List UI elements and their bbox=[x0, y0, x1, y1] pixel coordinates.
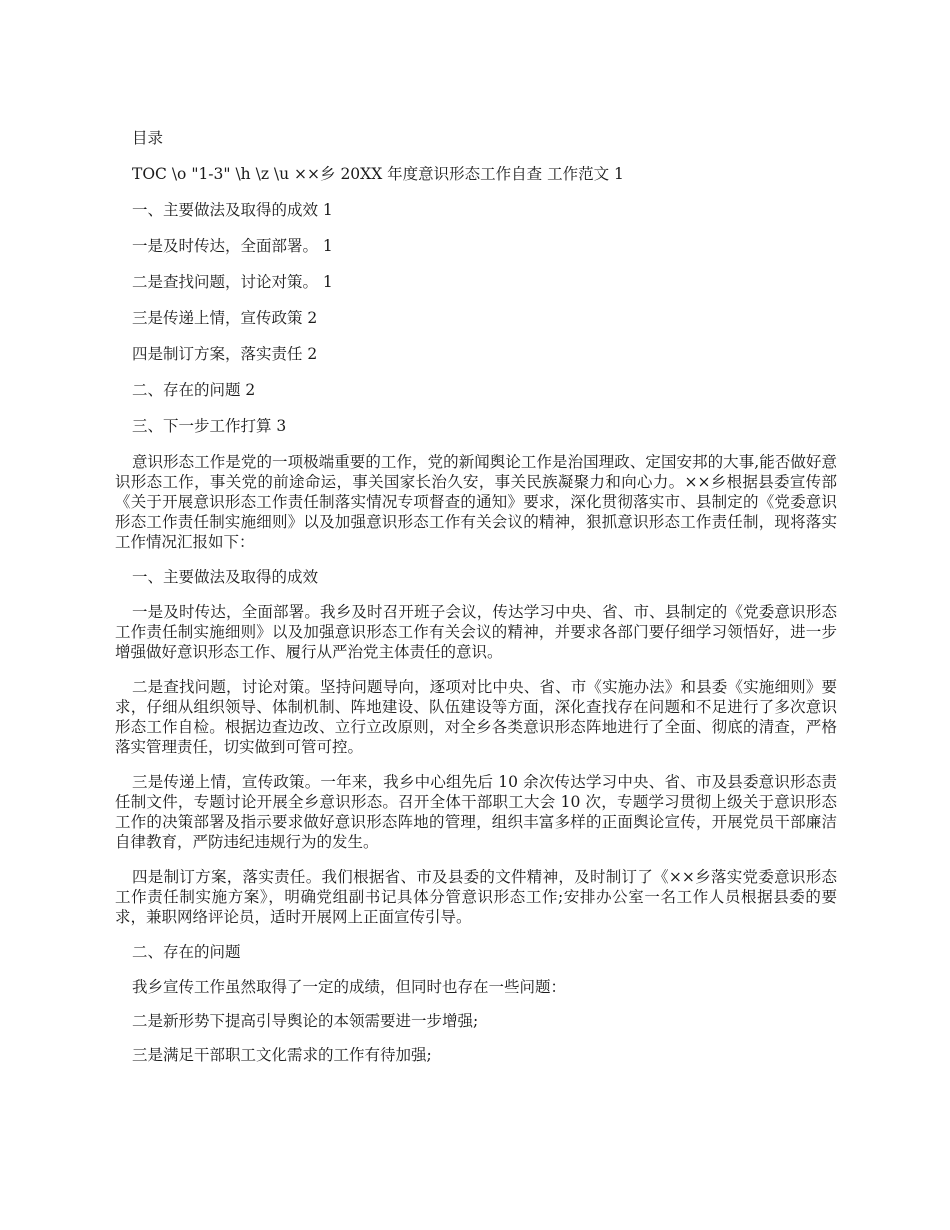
toc-item: TOC \o "1-3" \h \z \u ××乡 20XX 年度意识形态工作自查 工作范文 1 bbox=[132, 165, 624, 183]
body-paragraph: 二是查找问题，讨论对策。坚持问题导向，逐项对比中央、省、市《实施办法》和县委《实施细则》要求，仔细从组织领导、体制机制、阵地建设、队伍建设等方面，深化查找存在问题和不足进行了多次意识形态工作自检。根据边查边改、立行立改原则，对全乡各类意识形态阵地进行了全面、彻底的清查，严格落实管理责任，切实做到可管可控。 bbox=[115, 678, 837, 756]
body-paragraph: 三是传递上情，宣传政策。一年来，我乡中心组先后 10 余次传达学习中央、省、市及县委意识形态责任制文件，专题讨论开展全乡意识形态。召开全体干部职工大会 10 次，专题学习贯彻上级关于意识形态工作的决策部署及指示要求做好意识形态阵地的管理，组织丰富多样的正面舆论宣传，开展党员干部廉洁自律教育，严防违纪违规行为的发生。 bbox=[115, 773, 837, 851]
toc-item: 二、存在的问题 2 bbox=[132, 381, 256, 399]
intro-paragraph: 意识形态工作是党的一项极端重要的工作，党的新闻舆论工作是治国理政、定国安邦的大事,能否做好意识形态工作，事关党的前途命运，事关国家长治久安，事关民族凝聚力和向心力。××乡根据县委宣传部《关于开展意识形态工作责任制落实情况专项督查的通知》要求，深化贯彻落实市、县制定的《党委意识形态工作责任制实施细则》以及加强意识形态工作有关会议的精神，狠抓意识形态工作责任制，现将落实工作情况汇报如下： bbox=[115, 453, 837, 551]
toc-item: 三是传递上情，宣传政策 2 bbox=[132, 309, 318, 327]
toc-item: 四是制订方案，落实责任 2 bbox=[132, 345, 318, 363]
section-heading: 一、主要做法及取得的成效 bbox=[132, 568, 319, 586]
body-paragraph: 二是新形势下提高引导舆论的本领需要进一步增强; bbox=[132, 1012, 479, 1030]
body-paragraph: 一是及时传达，全面部署。我乡及时召开班子会议，传达学习中央、省、市、县制定的《党委意识形态工作责任制实施细则》以及加强意识形态工作有关会议的精神，并要求各部门要仔细学习领悟好，进一步增强做好意识形态工作、履行从严治党主体责任的意识。 bbox=[115, 603, 837, 661]
document-content bbox=[115, 128, 837, 1065]
body-paragraph: 我乡宣传工作虽然取得了一定的成绩，但同时也存在一些问题： bbox=[132, 978, 567, 996]
toc-item: 一、主要做法及取得的成效 1 bbox=[132, 201, 333, 219]
section-heading: 二、存在的问题 bbox=[132, 943, 241, 961]
toc-heading: 目录 bbox=[132, 129, 164, 147]
body-paragraph: 三是满足干部职工文化需求的工作有待加强; bbox=[132, 1046, 432, 1064]
toc-item: 一是及时传达，全面部署。 1 bbox=[132, 237, 333, 255]
toc-item: 二是查找问题，讨论对策。 1 bbox=[132, 273, 333, 291]
body-paragraph: 四是制订方案，落实责任。我们根据省、市及县委的文件精神，及时制订了《××乡落实党委意识形态工作责任制实施方案》，明确党组副书记具体分管意识形态工作;安排办公室一名工作人员根据县委的要求，兼职网络评论员，适时开展网上正面宣传引导。 bbox=[115, 868, 837, 926]
toc-item: 三、下一步工作打算 3 bbox=[132, 417, 287, 435]
